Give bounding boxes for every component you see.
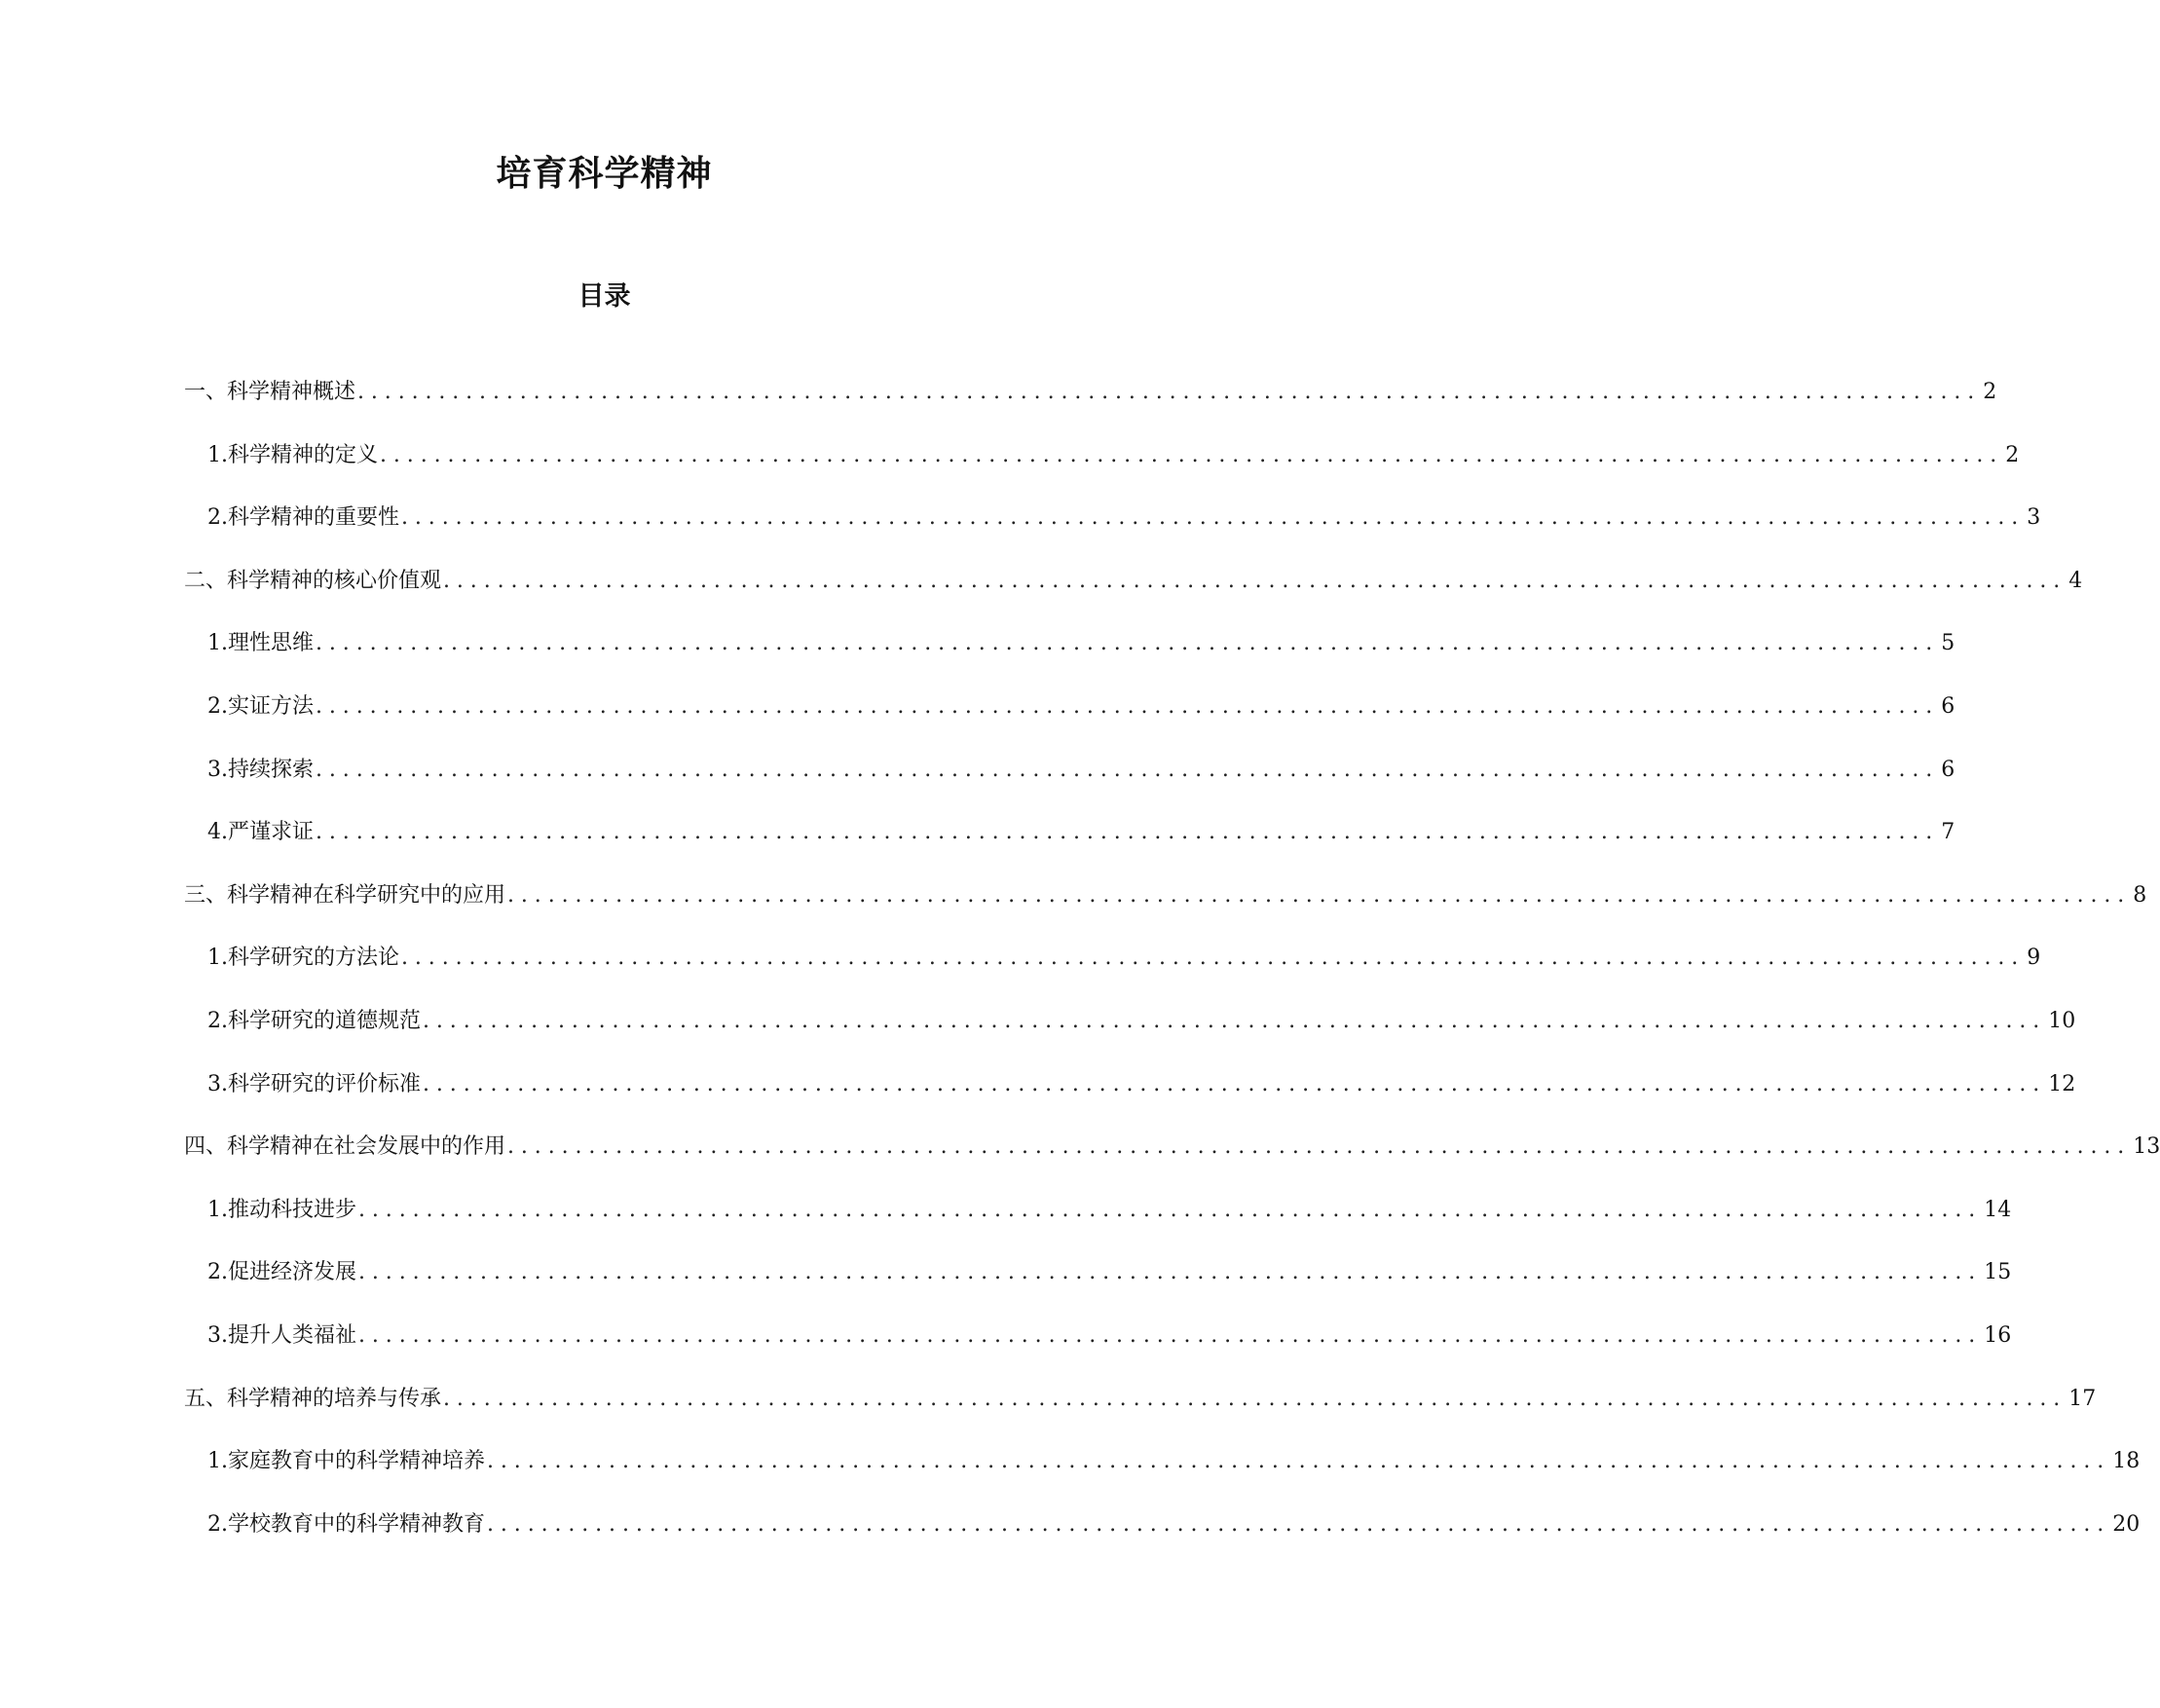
toc-dot-leader: ........................................................................................................................ xyxy=(423,1009,2047,1033)
toc-subentry[interactable] xyxy=(207,944,2041,973)
toc-dot-leader: ........................................................................................................................ xyxy=(401,505,2026,530)
toc-subentry[interactable] xyxy=(207,1070,2076,1099)
toc-entry-label: 三、科学精神在科学研究中的应用 xyxy=(184,883,506,908)
toc-entry-number: 1. xyxy=(207,631,228,655)
toc-entry-page-number: 14 xyxy=(1984,1198,2012,1222)
toc-entry-label: 科学精神的定义 xyxy=(228,443,379,467)
toc-dot-leader: ........................................................................................................................ xyxy=(401,946,2026,970)
toc-section-entry[interactable] xyxy=(184,567,2083,596)
toc-dot-leader: ........................................................................................................................ xyxy=(358,1198,1983,1222)
toc-dot-leader: ........................................................................................................................ xyxy=(316,758,1940,782)
toc-dot-leader: ........................................................................................................................ xyxy=(357,380,1982,404)
toc-entry-label: 科学研究的评价标准 xyxy=(228,1072,422,1096)
toc-entry-number: 2. xyxy=(207,1009,228,1033)
toc-subentry[interactable] xyxy=(207,692,1955,722)
toc-section-entry[interactable] xyxy=(184,378,1997,407)
toc-entry-page-number: 6 xyxy=(1941,758,1955,782)
toc-dot-leader: ........................................................................................................................ xyxy=(316,694,1940,719)
toc-heading: 目录 xyxy=(577,281,631,312)
toc-dot-leader: ........................................................................................................................ xyxy=(358,1260,1983,1284)
toc-dot-leader: ........................................................................................................................ xyxy=(423,1072,2047,1096)
toc-entry-number: 2. xyxy=(207,1260,228,1284)
toc-entry-number: 2. xyxy=(207,694,228,719)
toc-entry-page-number: 2 xyxy=(2005,443,2020,467)
toc-subentry[interactable] xyxy=(207,818,1955,847)
toc-subentry[interactable] xyxy=(207,1447,2141,1476)
toc-entry-page-number: 12 xyxy=(2048,1072,2076,1096)
toc-entry-label: 一、科学精神概述 xyxy=(184,380,356,404)
toc-subentry[interactable] xyxy=(207,503,2041,533)
toc-dot-leader: ........................................................................................................................ xyxy=(316,631,1940,655)
toc-entry-page-number: 7 xyxy=(1941,820,1955,844)
toc-dot-leader: ........................................................................................................................ xyxy=(507,1134,2132,1159)
toc-dot-leader: ........................................................................................................................ xyxy=(443,1387,2067,1411)
toc-dot-leader: ........................................................................................................................ xyxy=(507,883,2132,908)
toc-subentry[interactable] xyxy=(207,441,2020,470)
toc-entry-page-number: 2 xyxy=(1983,380,1997,404)
toc-section-entry[interactable] xyxy=(184,881,2147,910)
toc-entry-number: 1. xyxy=(207,1449,228,1473)
toc-entry-page-number: 16 xyxy=(1984,1323,2012,1348)
toc-entry-page-number: 13 xyxy=(2133,1134,2160,1159)
document-title: 培育科学精神 xyxy=(496,154,713,194)
toc-subentry[interactable] xyxy=(207,756,1955,785)
toc-dot-leader: ........................................................................................................................ xyxy=(316,820,1940,844)
toc-entry-number: 3. xyxy=(207,1323,228,1348)
toc-entry-label: 推动科技进步 xyxy=(228,1198,357,1222)
toc-entry-page-number: 4 xyxy=(2068,569,2083,593)
toc-entry-label: 持续探索 xyxy=(228,758,315,782)
toc-entry-label: 理性思维 xyxy=(228,631,315,655)
toc-dot-leader: ........................................................................................................................ xyxy=(358,1323,1983,1348)
toc-entry-label: 五、科学精神的培养与传承 xyxy=(184,1387,442,1411)
toc-entry-label: 科学精神的重要性 xyxy=(228,505,400,530)
toc-dot-leader: ........................................................................................................................ xyxy=(443,569,2067,593)
toc-subentry[interactable] xyxy=(207,1258,2012,1287)
toc-subentry[interactable] xyxy=(207,629,1955,658)
toc-entry-label: 四、科学精神在社会发展中的作用 xyxy=(184,1134,506,1159)
toc-section-entry[interactable] xyxy=(184,1132,2160,1162)
toc-entry-label: 科学研究的方法论 xyxy=(228,946,400,970)
toc-entry-page-number: 6 xyxy=(1941,694,1955,719)
toc-subentry[interactable] xyxy=(207,1007,2076,1036)
toc-entry-number: 1. xyxy=(207,443,228,467)
toc-dot-leader: ........................................................................................................................ xyxy=(380,443,2004,467)
toc-entry-number: 1. xyxy=(207,946,228,970)
toc-entry-label: 学校教育中的科学精神教育 xyxy=(228,1512,486,1537)
toc-dot-leader: ........................................................................................................................ xyxy=(487,1512,2111,1537)
toc-section-entry[interactable] xyxy=(184,1385,2097,1414)
toc-entry-label: 促进经济发展 xyxy=(228,1260,357,1284)
toc-entry-page-number: 5 xyxy=(1941,631,1955,655)
toc-entry-page-number: 10 xyxy=(2048,1009,2076,1033)
toc-entry-label: 实证方法 xyxy=(228,694,315,719)
toc-entry-label: 严谨求证 xyxy=(228,820,315,844)
toc-entry-label: 科学研究的道德规范 xyxy=(228,1009,422,1033)
toc-entry-page-number: 17 xyxy=(2068,1387,2097,1411)
toc-entry-number: 2. xyxy=(207,505,228,530)
toc-entry-page-number: 15 xyxy=(1984,1260,2012,1284)
toc-entry-page-number: 18 xyxy=(2112,1449,2141,1473)
toc-entry-page-number: 3 xyxy=(2027,505,2041,530)
toc-entry-page-number: 8 xyxy=(2133,883,2147,908)
toc-entry-page-number: 9 xyxy=(2027,946,2041,970)
toc-entry-number: 2. xyxy=(207,1512,228,1537)
toc-entry-page-number: 20 xyxy=(2112,1512,2141,1537)
toc-entry-number: 1. xyxy=(207,1198,228,1222)
toc-subentry[interactable] xyxy=(207,1321,2012,1351)
toc-entry-label: 二、科学精神的核心价值观 xyxy=(184,569,442,593)
toc-dot-leader: ........................................................................................................................ xyxy=(487,1449,2111,1473)
toc-entry-number: 3. xyxy=(207,758,228,782)
toc-subentry[interactable] xyxy=(207,1196,2012,1225)
toc-entry-label: 提升人类福祉 xyxy=(228,1323,357,1348)
toc-entry-number: 4. xyxy=(207,820,228,844)
toc-entry-label: 家庭教育中的科学精神培养 xyxy=(228,1449,486,1473)
toc-entry-number: 3. xyxy=(207,1072,228,1096)
toc-subentry[interactable] xyxy=(207,1510,2141,1540)
